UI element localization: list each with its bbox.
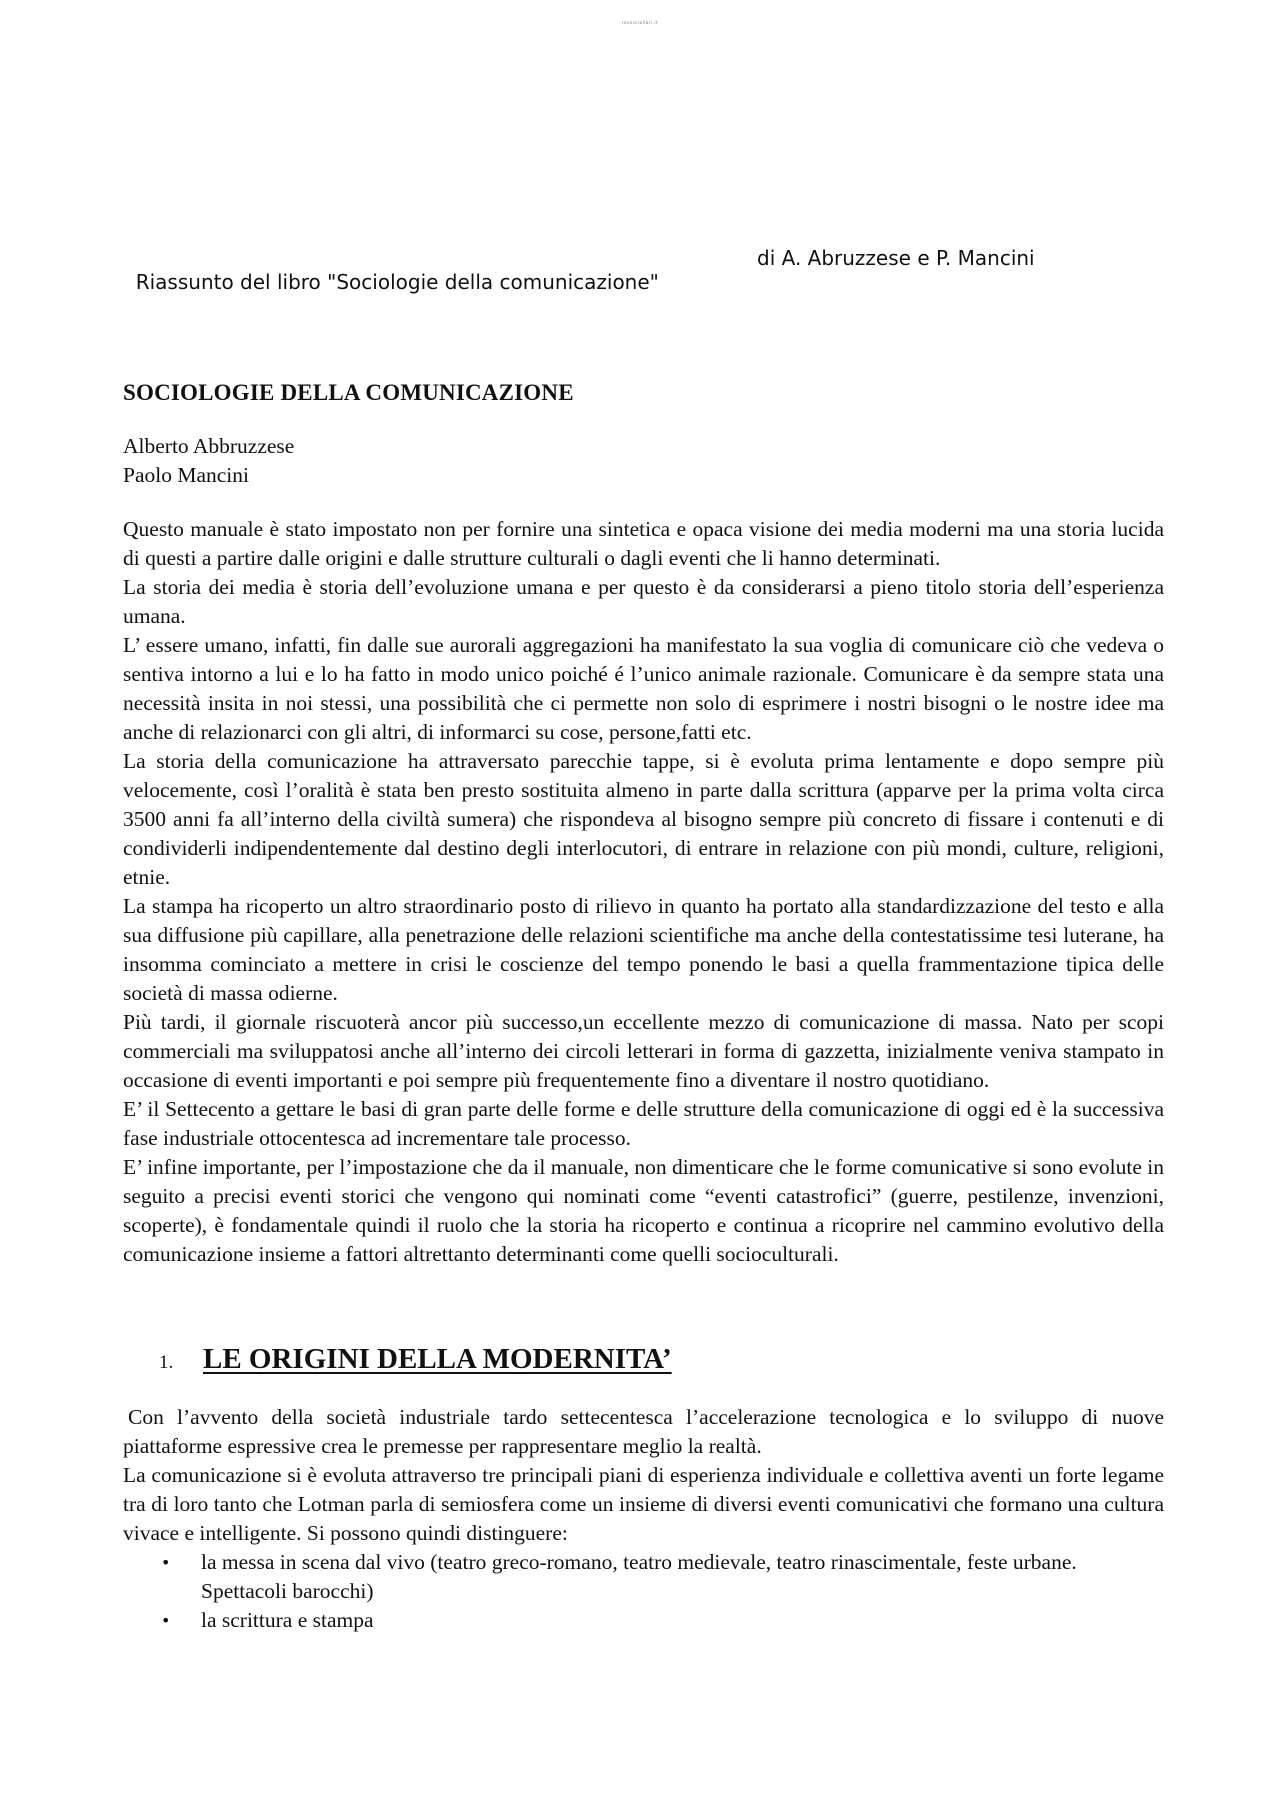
bullet-icon: •	[161, 1611, 171, 1630]
paragraph: Questo manuale è stato impostato non per fornire una sintetica e opaca visione dei media moderni ma una storia lucida di questi a partire dalle origini e dalle strutture culturali o dagli eventi che li hanno determinati.	[123, 517, 1164, 570]
paragraph: Con l’avvento della società industriale tardo settecentesca l’accelerazione tecnologica e lo sviluppo di nuove piattaforme espressive crea le premesse per rappresentare meglio la realtà.	[123, 1405, 1164, 1458]
list-item-text: la messa in scena dal vivo (teatro greco-romano, teatro medievale, teatro rinascimentale, feste urbane. Spettacoli barocchi)	[201, 1550, 1077, 1603]
paragraph: La comunicazione si è evoluta attraverso tre principali piani di esperienza individuale e collettiva aventi un forte legame tra di loro tanto che Lotman parla di semiosfera come un insieme di diversi eventi comunicativi che formano una cultura vivace e intelligente. Si possono quindi distinguere:	[123, 1463, 1164, 1545]
author-name: Alberto Abbruzzese	[123, 434, 295, 458]
paragraph: E’ infine importante, per l’impostazione che da il manuale, non dimenticare che le forme comunicative si sono evolute in seguito a precisi eventi storici che vengono qui nominati come “eventi catastrofici” (guerre, pestilenze, invenzioni, scoperte), è fondamentale quindi il ruolo che la storia ha ricoperto e continua a ricoprire nel cammino evolutivo della comunicazione insieme a fattori altrettanto determinanti come quelli socioculturali.	[123, 1155, 1164, 1266]
header-watermark: rovesciolibri.it	[621, 20, 659, 25]
section-title: LE ORIGINI DELLA MODERNITA’	[203, 1343, 672, 1375]
author-list	[123, 432, 1164, 490]
paragraph: L’ essere umano, infatti, fin dalle sue aurorali aggregazioni ha manifestato la sua voglia di comunicare ciò che vedeva o sentiva intorno a lui e lo ha fatto in modo unico poiché é l’unico animale razionale. Comunicare è da sempre stata una necessità insita in noi stessi, una possibilità che ci permette non solo di esprimere i nostri bisogni o le nostre idee ma anche di relazionarci con gli altri, di informarci su cose, persone,fatti etc.	[123, 633, 1164, 744]
paragraph: Più tardi, il giornale riscuoterà ancor più successo,un eccellente mezzo di comunicazione di massa. Nato per scopi commerciali ma sviluppatosi anche all’interno dei circoli letterari in forma di gazzetta, inizialmente veniva stampato in occasione di eventi importanti e poi sempre più frequentemente fino a diventare il nostro quotidiano.	[123, 1010, 1164, 1092]
paragraph: La storia dei media è storia dell’evoluzione umana e per questo è da considerarsi a pieno titolo storia dell’esperienza umana.	[123, 575, 1164, 628]
bullet-list	[123, 1548, 1164, 1635]
document-subtitle	[123, 246, 1035, 318]
paragraph: E’ il Settecento a gettare le basi di gran parte delle forme e delle strutture della comunicazione di oggi ed è la successiva fase industriale ottocentesca ad incrementare tale processo.	[123, 1097, 1164, 1150]
section-1-body	[123, 1403, 1164, 1635]
subtitle-text: Riassunto del libro "Sociologie della comunicazione"	[135, 270, 659, 294]
paragraph: La storia della comunicazione ha attraversato parecchie tappe, si è evoluta prima lentamente e dopo sempre più velocemente, così l’oralità è stata ben presto sostituita almeno in parte dalla scrittura (apparve per la prima volta circa 3500 anni fa all’interno della civiltà sumera) che rispondeva al bisogno sempre più concreto di fissare i contenuti e di condividerli indipendentemente dal destino degli interlocutori, di entrare in relazione con più mondi, culture, religioni, etnie.	[123, 749, 1164, 889]
subtitle-authors: di A. Abruzzese e P. Mancini	[757, 246, 1035, 270]
bullet-icon: •	[161, 1553, 171, 1572]
section-heading	[123, 1345, 1164, 1377]
document-body	[123, 378, 1164, 1635]
list-item-text: la scrittura e stampa	[201, 1608, 374, 1632]
paragraph: La stampa ha ricoperto un altro straordinario posto di rilievo in quanto ha portato alla standardizzazione del testo e alla sua diffusione più capillare, alla penetrazione delle relazioni scientifiche ma anche della contestatissime tesi luterane, ha insomma cominciato a mettere in crisi le coscienze del tempo ponendo le basi a quella frammentazione tipica delle società di massa odierne.	[123, 894, 1164, 1005]
section-number: 1.	[159, 1352, 174, 1373]
author-name: Paolo Mancini	[123, 463, 249, 487]
list-item	[123, 1548, 1164, 1606]
list-item	[123, 1606, 1164, 1635]
intro-section	[123, 515, 1164, 1269]
document-title: SOCIOLOGIE DELLA COMUNICAZIONE	[123, 380, 574, 405]
